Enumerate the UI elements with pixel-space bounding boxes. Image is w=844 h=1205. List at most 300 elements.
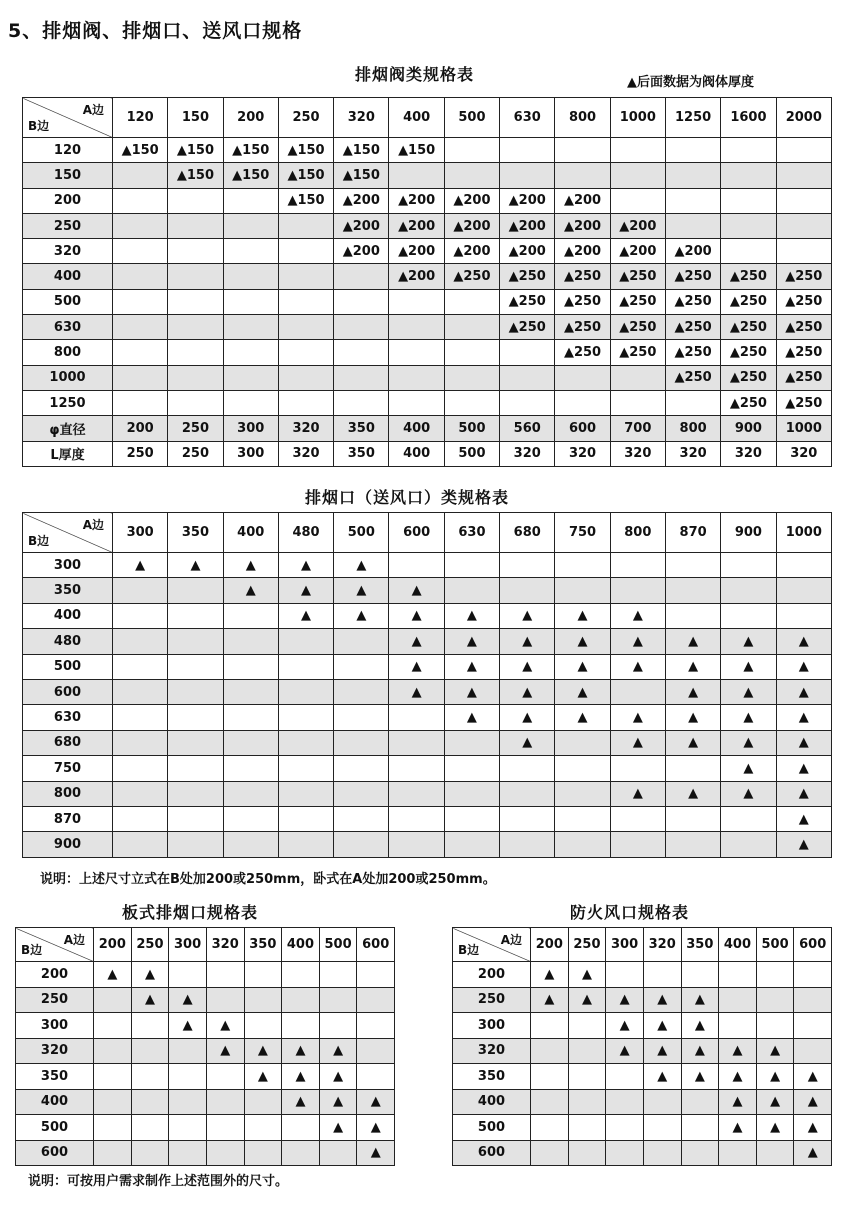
fire-spec-table	[452, 927, 832, 1166]
row-label: 320	[453, 1038, 531, 1064]
table-cell	[94, 987, 132, 1013]
table-cell	[389, 365, 444, 390]
table-cell	[389, 390, 444, 415]
table-cell: ▲150	[223, 138, 278, 163]
table-cell: ▲	[719, 1064, 757, 1090]
row-label: 320	[16, 1038, 94, 1064]
table-cell	[223, 390, 278, 415]
table-cell: ▲	[500, 730, 555, 755]
table-cell	[794, 1038, 832, 1064]
table-cell: ▲	[334, 578, 389, 603]
table-cell: 800	[665, 416, 720, 441]
table-cell	[719, 1013, 757, 1039]
table-cell: ▲150	[278, 138, 333, 163]
table-cell	[500, 138, 555, 163]
table-cell	[278, 781, 333, 806]
table-row	[23, 289, 832, 314]
table-cell	[606, 1140, 644, 1166]
table-cell: ▲250	[610, 340, 665, 365]
table-cell	[168, 365, 223, 390]
table-cell	[113, 264, 168, 289]
table-cell: ▲	[555, 679, 610, 704]
table-cell: ▲250	[721, 289, 776, 314]
table-cell: ▲	[555, 629, 610, 654]
table-cell	[278, 756, 333, 781]
table-cell	[113, 629, 168, 654]
table-cell: ▲	[719, 1115, 757, 1141]
table-row	[23, 138, 832, 163]
table-cell	[610, 163, 665, 188]
table-cell	[444, 340, 499, 365]
table-cell	[568, 1013, 606, 1039]
table-cell	[113, 756, 168, 781]
table-cell	[606, 1089, 644, 1115]
table-cell	[131, 1038, 169, 1064]
table-cell	[389, 705, 444, 730]
table-cell	[334, 390, 389, 415]
table-cell: ▲	[131, 987, 169, 1013]
table-cell: ▲	[357, 1140, 395, 1166]
table-cell	[389, 315, 444, 340]
table-cell	[223, 213, 278, 238]
column-header: 350	[244, 928, 282, 962]
table-cell: ▲	[681, 987, 719, 1013]
table-cell: ▲	[610, 705, 665, 730]
table-cell	[94, 1089, 132, 1115]
table-cell	[278, 340, 333, 365]
table-cell: ▲250	[665, 264, 720, 289]
table-cell	[278, 629, 333, 654]
table-cell	[334, 365, 389, 390]
table-cell	[568, 1089, 606, 1115]
row-label: 250	[23, 213, 113, 238]
table-cell: ▲	[500, 654, 555, 679]
table-cell	[389, 340, 444, 365]
table-cell: ▲200	[334, 188, 389, 213]
table-cell	[319, 1013, 357, 1039]
table-cell: ▲	[721, 781, 776, 806]
valve-spec-table	[22, 97, 832, 467]
table-cell	[282, 1013, 320, 1039]
table-cell	[357, 1038, 395, 1064]
table-cell	[681, 1115, 719, 1141]
table-cell: ▲	[776, 654, 831, 679]
table-cell	[555, 730, 610, 755]
table-cell	[168, 629, 223, 654]
table-cell	[776, 163, 831, 188]
table-cell	[278, 390, 333, 415]
table-cell: 200	[113, 416, 168, 441]
row-label: 400	[23, 603, 113, 628]
table-cell	[444, 315, 499, 340]
table-cell	[278, 213, 333, 238]
row-label: 300	[453, 1013, 531, 1039]
table-cell: ▲250	[776, 390, 831, 415]
table-cell	[610, 679, 665, 704]
table-cell	[643, 1115, 681, 1141]
b-side-label: B边	[28, 119, 50, 133]
column-header: 250	[131, 928, 169, 962]
table-cell: ▲	[756, 1115, 794, 1141]
table-cell: ▲250	[555, 315, 610, 340]
table-cell	[531, 1013, 569, 1039]
table-cell: ▲250	[665, 340, 720, 365]
table-cell	[334, 705, 389, 730]
table-cell: ▲150	[168, 138, 223, 163]
table-cell: ▲250	[555, 289, 610, 314]
table-cell: 300	[223, 441, 278, 466]
row-label: φ直径	[23, 416, 113, 441]
table-cell: ▲250	[500, 264, 555, 289]
table-cell	[334, 315, 389, 340]
table-cell	[168, 705, 223, 730]
table-cell: 560	[500, 416, 555, 441]
table-cell	[113, 578, 168, 603]
table-cell: ▲150	[278, 188, 333, 213]
table-cell: ▲	[282, 1064, 320, 1090]
table-cell	[206, 962, 244, 988]
table-cell	[334, 629, 389, 654]
table-cell	[282, 1115, 320, 1141]
column-header: 400	[223, 513, 278, 553]
table-cell: ▲	[278, 578, 333, 603]
table-cell: ▲	[568, 962, 606, 988]
row-label: 750	[23, 756, 113, 781]
table-cell: ▲	[665, 705, 720, 730]
table-row	[453, 1115, 832, 1141]
column-header: 630	[500, 98, 555, 138]
row-label: 200	[16, 962, 94, 988]
b-side-label: B边	[21, 943, 43, 957]
table-row	[16, 1064, 395, 1090]
table-cell	[606, 962, 644, 988]
row-label: 600	[23, 679, 113, 704]
table-row	[23, 264, 832, 289]
table-cell	[357, 1064, 395, 1090]
outlet-table-title: 排烟口（送风口）类规格表	[305, 488, 510, 507]
table-cell	[665, 806, 720, 831]
table-cell	[719, 987, 757, 1013]
table-cell: 350	[334, 416, 389, 441]
table-cell	[568, 1064, 606, 1090]
row-label: 1000	[23, 365, 113, 390]
table-cell: ▲	[282, 1089, 320, 1115]
table-cell: ▲250	[500, 315, 555, 340]
table-cell: ▲	[500, 705, 555, 730]
row-label: 320	[23, 239, 113, 264]
table-row	[23, 654, 832, 679]
row-label: 500	[16, 1115, 94, 1141]
table-row	[453, 987, 832, 1013]
column-header: 800	[555, 98, 610, 138]
table-cell: ▲	[389, 578, 444, 603]
row-label: 800	[23, 781, 113, 806]
table-cell	[168, 264, 223, 289]
table-cell	[113, 163, 168, 188]
table-cell	[444, 730, 499, 755]
table-cell	[719, 962, 757, 988]
table-cell: ▲200	[555, 188, 610, 213]
row-label: 120	[23, 138, 113, 163]
table-cell: 600	[555, 416, 610, 441]
table-cell: ▲	[278, 553, 333, 578]
table-cell	[756, 1013, 794, 1039]
table-cell: ▲250	[555, 340, 610, 365]
table-row	[16, 1038, 395, 1064]
table-cell: 900	[721, 416, 776, 441]
table-cell	[665, 603, 720, 628]
table-cell: 320	[721, 441, 776, 466]
column-header: 1250	[665, 98, 720, 138]
table-cell	[223, 679, 278, 704]
table-cell: ▲	[444, 654, 499, 679]
table-cell: ▲	[721, 730, 776, 755]
table-cell	[131, 1064, 169, 1090]
table-cell: ▲	[568, 987, 606, 1013]
table-cell: ▲	[389, 629, 444, 654]
table-cell: ▲	[776, 629, 831, 654]
table-cell	[721, 832, 776, 857]
column-header: 350	[681, 928, 719, 962]
table-cell	[113, 365, 168, 390]
column-header: 300	[113, 513, 168, 553]
table-cell	[500, 340, 555, 365]
table-cell	[681, 962, 719, 988]
table-cell: ▲	[555, 705, 610, 730]
table-cell	[610, 756, 665, 781]
column-header: 600	[794, 928, 832, 962]
table-cell: ▲	[665, 679, 720, 704]
table-cell: ▲	[169, 987, 207, 1013]
table-cell: ▲	[94, 962, 132, 988]
table-cell	[721, 188, 776, 213]
table-cell	[610, 390, 665, 415]
table-cell	[334, 806, 389, 831]
table-cell	[610, 138, 665, 163]
table-cell: ▲	[721, 629, 776, 654]
table-cell	[282, 1140, 320, 1166]
table-cell	[223, 730, 278, 755]
table-cell	[665, 163, 720, 188]
table-cell: ▲	[606, 1038, 644, 1064]
table-cell: ▲	[334, 553, 389, 578]
table-cell	[244, 987, 282, 1013]
table-cell: ▲	[681, 1038, 719, 1064]
column-header: 2000	[776, 98, 831, 138]
column-header: 300	[606, 928, 644, 962]
table-cell: 320	[610, 441, 665, 466]
table-cell	[756, 962, 794, 988]
column-header: 1000	[776, 513, 831, 553]
column-header: 500	[444, 98, 499, 138]
table-cell: ▲	[444, 629, 499, 654]
table-cell: 320	[278, 416, 333, 441]
table-row	[23, 553, 832, 578]
table-cell	[168, 603, 223, 628]
table-row	[23, 730, 832, 755]
table-cell: ▲	[206, 1013, 244, 1039]
table-cell	[168, 213, 223, 238]
row-label: 300	[23, 553, 113, 578]
table-cell	[223, 603, 278, 628]
table-cell: ▲	[131, 962, 169, 988]
table-cell: ▲	[756, 1038, 794, 1064]
column-header: 400	[282, 928, 320, 962]
table-row	[23, 832, 832, 857]
table-cell: ▲200	[389, 188, 444, 213]
column-header: 200	[223, 98, 278, 138]
table-cell	[131, 1115, 169, 1141]
table-cell	[444, 832, 499, 857]
row-label: 200	[453, 962, 531, 988]
table-cell: ▲	[244, 1038, 282, 1064]
table-cell: ▲	[531, 987, 569, 1013]
table-cell	[389, 163, 444, 188]
table-row	[23, 239, 832, 264]
table-cell	[113, 781, 168, 806]
outlet-note: 说明：上述尺寸立式在B处加200或250mm，卧式在A处加200或250mm。	[40, 872, 496, 887]
table-cell: 400	[389, 416, 444, 441]
table-cell: ▲200	[334, 213, 389, 238]
table-cell	[278, 806, 333, 831]
table-cell	[206, 1089, 244, 1115]
table-cell: ▲	[610, 629, 665, 654]
column-header: 600	[389, 513, 444, 553]
table-cell	[334, 654, 389, 679]
column-header: 800	[610, 513, 665, 553]
table-row	[23, 756, 832, 781]
table-cell	[500, 365, 555, 390]
table-cell	[555, 553, 610, 578]
table-cell: ▲250	[665, 365, 720, 390]
table-cell	[531, 1140, 569, 1166]
column-header: 350	[168, 513, 223, 553]
table-cell	[334, 289, 389, 314]
table-cell	[223, 315, 278, 340]
column-header: 320	[206, 928, 244, 962]
table-cell: ▲150	[389, 138, 444, 163]
row-label: 350	[23, 578, 113, 603]
table-cell	[721, 603, 776, 628]
table-cell	[113, 654, 168, 679]
table-cell: 350	[334, 441, 389, 466]
column-header: 600	[357, 928, 395, 962]
column-header: 300	[169, 928, 207, 962]
table-cell: ▲	[357, 1115, 395, 1141]
table-cell	[444, 390, 499, 415]
column-header: 250	[278, 98, 333, 138]
table-cell	[776, 578, 831, 603]
table-cell: ▲	[721, 705, 776, 730]
table-cell: ▲	[719, 1038, 757, 1064]
table-cell	[555, 832, 610, 857]
table-cell	[606, 1115, 644, 1141]
column-header: 680	[500, 513, 555, 553]
table-cell	[794, 962, 832, 988]
table-cell	[444, 138, 499, 163]
table-cell: ▲	[334, 603, 389, 628]
table-cell	[113, 188, 168, 213]
column-header: 400	[389, 98, 444, 138]
row-label: 500	[23, 654, 113, 679]
table-row	[453, 1038, 832, 1064]
table-row	[23, 340, 832, 365]
table-cell	[113, 679, 168, 704]
table-row	[23, 578, 832, 603]
valve-table-title: 排烟阀类规格表	[355, 65, 475, 84]
table-cell: ▲	[444, 603, 499, 628]
table-cell	[113, 315, 168, 340]
table-cell	[610, 188, 665, 213]
table-cell	[113, 603, 168, 628]
table-cell: ▲250	[776, 315, 831, 340]
table-cell	[444, 365, 499, 390]
table-row	[453, 1140, 832, 1166]
table-row	[453, 1013, 832, 1039]
table-cell: ▲250	[721, 340, 776, 365]
table-cell: ▲	[665, 730, 720, 755]
table-cell	[223, 832, 278, 857]
table-cell	[282, 987, 320, 1013]
row-label: 150	[23, 163, 113, 188]
table-cell	[531, 1038, 569, 1064]
outlet-spec-table	[22, 512, 832, 858]
table-cell: 320	[278, 441, 333, 466]
corner-cell	[23, 98, 113, 138]
table-cell	[113, 239, 168, 264]
table-cell	[357, 987, 395, 1013]
table-cell	[794, 987, 832, 1013]
table-cell	[223, 239, 278, 264]
column-header: 320	[334, 98, 389, 138]
table-cell	[334, 264, 389, 289]
table-cell: ▲	[223, 578, 278, 603]
table-cell: ▲250	[444, 264, 499, 289]
table-cell	[168, 679, 223, 704]
table-cell	[168, 315, 223, 340]
table-cell: ▲	[681, 1013, 719, 1039]
table-cell	[610, 832, 665, 857]
table-cell	[389, 289, 444, 314]
table-cell	[113, 213, 168, 238]
column-header: 200	[531, 928, 569, 962]
table-cell: ▲	[776, 832, 831, 857]
table-cell: ▲	[776, 806, 831, 831]
row-label: 400	[453, 1089, 531, 1115]
table-cell: ▲	[721, 654, 776, 679]
table-cell	[334, 781, 389, 806]
table-cell	[334, 832, 389, 857]
fire-table-title: 防火风口规格表	[570, 903, 690, 922]
table-cell	[665, 832, 720, 857]
table-cell	[223, 188, 278, 213]
column-header: 400	[719, 928, 757, 962]
table-cell	[113, 705, 168, 730]
table-cell	[223, 264, 278, 289]
table-cell: ▲	[665, 629, 720, 654]
table-row	[23, 315, 832, 340]
table-cell	[555, 756, 610, 781]
table-cell: ▲	[500, 603, 555, 628]
a-side-label: A边	[82, 518, 104, 532]
table-cell	[568, 1038, 606, 1064]
column-header: 200	[94, 928, 132, 962]
table-cell	[223, 806, 278, 831]
table-cell	[278, 365, 333, 390]
column-header: 480	[278, 513, 333, 553]
table-row	[453, 1089, 832, 1115]
table-cell: ▲	[555, 603, 610, 628]
